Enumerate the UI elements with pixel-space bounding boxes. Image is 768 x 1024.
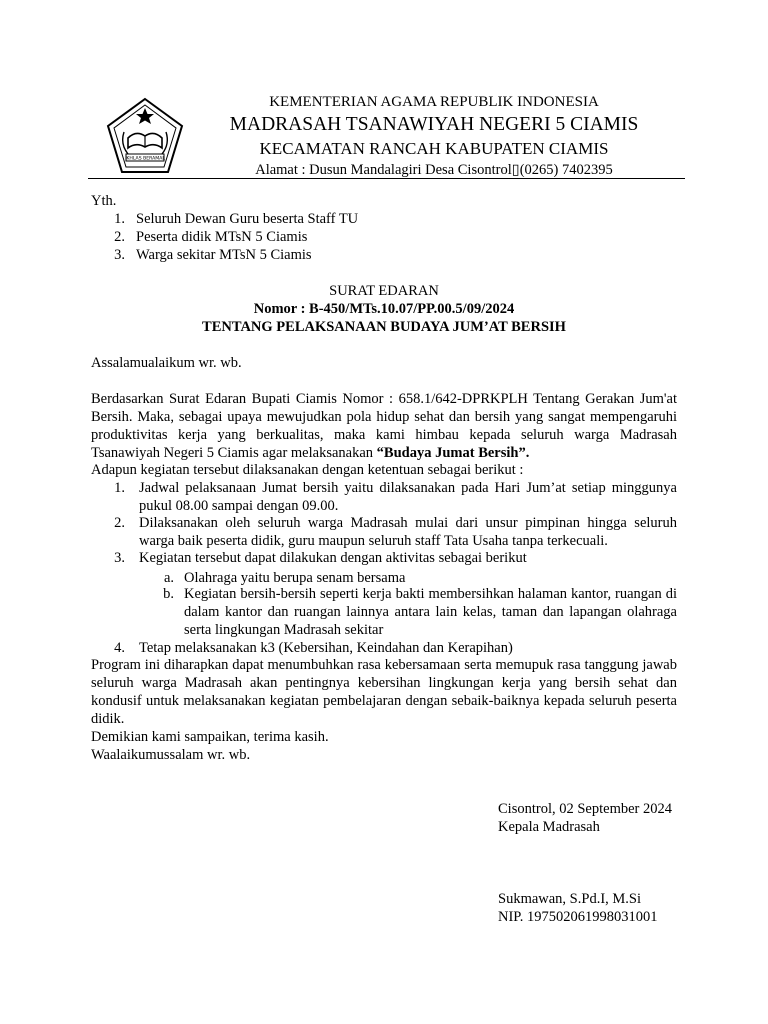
recipient-number: 1. (114, 211, 125, 227)
thanks-line: Demikian kami sampaikan, terima kasih. (91, 729, 329, 745)
intro-text: Berdasarkan Surat Edaran Bupati Ciamis Nomor : 658.1/642-DPRKPLH Tentang Gerakan Jum'at Bersih. Maka, sebagai upaya mewujudkan pola hidup sehat dan bersih yang sangat mempengaruhi produktivitas kerja yang berkualitas, maka kami himbau kepada seluruh warga Madrasah Tsanawiyah Negeri 5 Ciamis agar melaksanakan (91, 391, 677, 461)
provision-number: 1. (114, 480, 125, 496)
letterhead-divider (88, 178, 685, 179)
signer-name: Sukmawan, S.Pd.I, M.Si (498, 891, 642, 907)
district-name: KECAMATAN RANCAH KABUPATEN CIAMIS (259, 139, 609, 158)
provision-item: Jadwal pelaksanaan Jumat bersih yaitu dilaksanakan pada Hari Jum’at setiap minggunya pukul 08.00 sampai dengan 09.00. (139, 480, 677, 514)
provision-item: Kegiatan tersebut dapat dilakukan dengan aktivitas sebagai berikut (139, 550, 527, 566)
recipient-item: Peserta didik MTsN 5 Ciamis (136, 229, 308, 245)
signer-position: Kepala Madrasah (498, 819, 600, 835)
letter-number: Nomor : B-450/MTs.10.07/PP.00.5/09/2024 (253, 301, 515, 317)
school-name: MADRASAH TSANAWIYAH NEGERI 5 CIAMIS (229, 114, 639, 135)
closing-paragraph: Program ini diharapkan dapat menumbuhkan rasa kebersamaan serta memupuk rasa tanggung jawab seluruh warga Madrasah akan pentingnya kebersihan lingkungan kerja yang bersih sehat dan kondusif untuk melaksanakan kegiatan pembelajaran dengan sebaik-baiknya kepada seluruh peserta didik. (91, 657, 677, 727)
activity-item: Kegiatan bersih-bersih seperti kerja bakti membersihkan halaman kantor, ruangan di dalam kantor dan ruangan lainnya antara lain kelas, taman dan lapangan olahraga serta lingkungan Madrasah sekitar (184, 586, 677, 638)
provision-number: 2. (114, 515, 125, 531)
recipient-number: 2. (114, 229, 125, 245)
signer-nip: NIP. 197502061998031001 (498, 909, 658, 925)
recipient-number: 3. (114, 247, 125, 263)
recipient-item: Warga sekitar MTsN 5 Ciamis (136, 247, 312, 263)
salutation: Yth. (91, 193, 117, 209)
letter-subject: TENTANG PELAKSANAAN BUDAYA JUM’AT BERSIH (202, 319, 566, 335)
provision-item: Dilaksanakan oleh seluruh warga Madrasah mulai dari unsur pimpinan hingga seluruh warga baik peserta didik, guru maupun seluruh staff Tata Usaha tanpa terkecuali. (139, 515, 677, 549)
place-date: Cisontrol, 02 September 2024 (498, 801, 672, 817)
kemenag-logo-icon (104, 96, 186, 178)
provision-number: 3. (114, 550, 125, 566)
provision-item: Tetap melaksanakan k3 (Kebersihan, Keindahan dan Kerapihan) (139, 640, 513, 656)
recipient-item: Seluruh Dewan Guru beserta Staff TU (136, 211, 359, 227)
activity-letter: b. (163, 586, 174, 602)
provision-number: 4. (114, 640, 125, 656)
intro-paragraph (91, 390, 677, 462)
letter-title: SURAT EDARAN (329, 283, 439, 299)
provisions-intro: Adapun kegiatan tersebut dilaksanakan dengan ketentuan sebagai berikut : (91, 462, 524, 478)
ministry-name: KEMENTERIAN AGAMA REPUBLIK INDONESIA (269, 94, 599, 110)
letterhead (190, 92, 678, 180)
intro-emphasis: “Budaya Jumat Bersih”. (376, 445, 530, 461)
school-address: Alamat : Dusun Mandalagiri Desa Cisontrol▯(0265) 7402395 (255, 162, 613, 178)
logo-motto: IKHLAS BERAMAL (125, 156, 165, 162)
activity-item: Olahraga yaitu berupa senam bersama (184, 570, 406, 586)
greeting: Assalamualaikum wr. wb. (91, 355, 242, 371)
farewell-line: Waalaikumussalam wr. wb. (91, 747, 251, 763)
activity-letter: a. (163, 570, 174, 586)
